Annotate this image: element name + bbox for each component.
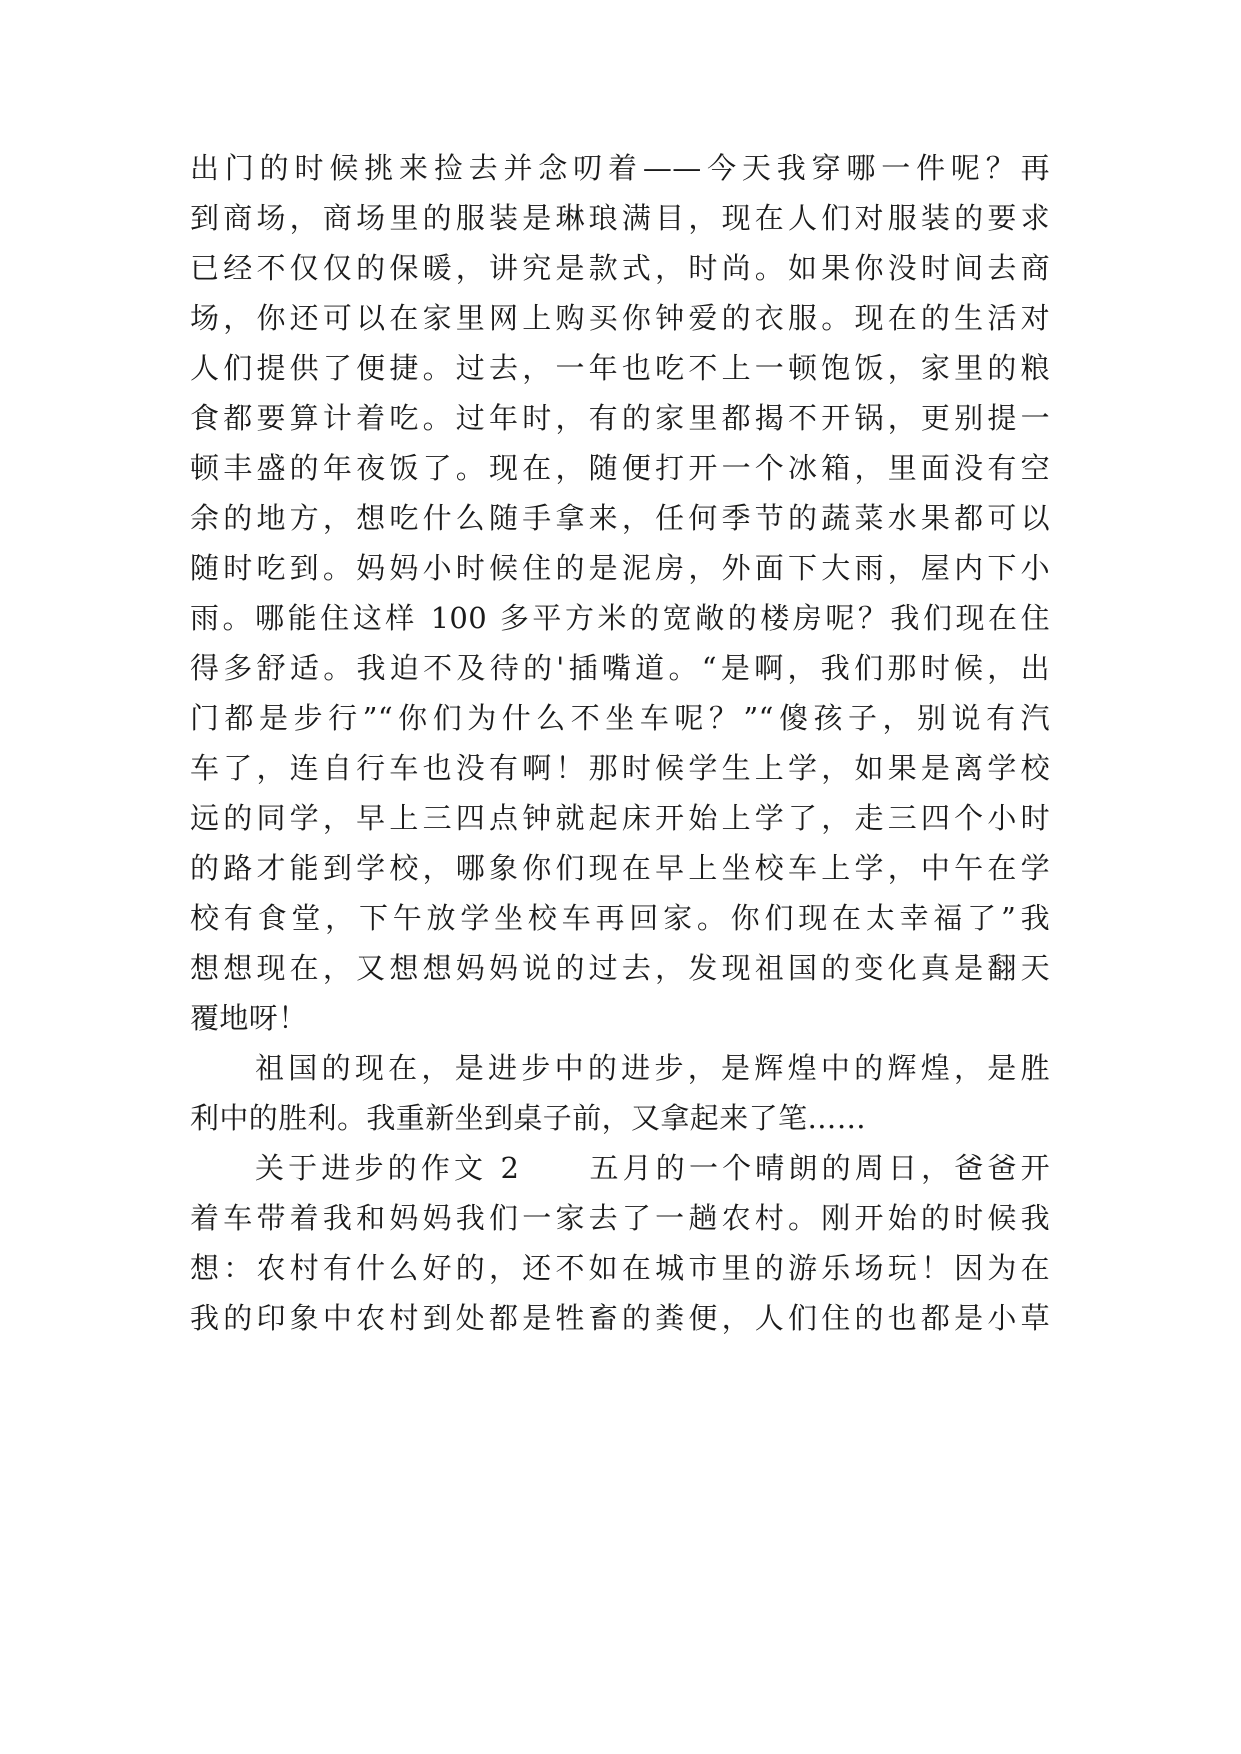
text-line: 远的同学，早上三四点钟就起床开始上学了，走三四个小时 bbox=[190, 801, 1050, 835]
text-line: 人们提供了便捷。过去，一年也吃不上一顿饱饭，家里的粮 bbox=[190, 351, 1050, 385]
text-line: 我的印象中农村到处都是牲畜的粪便，人们住的也都是小草 bbox=[190, 1301, 1050, 1335]
paragraph-start-line: 祖国的现在，是进步中的进步，是辉煌中的辉煌，是胜 bbox=[255, 1051, 1050, 1085]
text-line: 食都要算计着吃。过年时，有的家里都揭不开锅，更别提一 bbox=[190, 401, 1050, 435]
text-line: 顿丰盛的年夜饭了。现在，随便打开一个冰箱，里面没有空 bbox=[190, 451, 1050, 485]
text-line: 覆地呀！ bbox=[190, 1001, 308, 1035]
text-line: 车了，连自行车也没有啊！那时候学生上学，如果是离学校 bbox=[190, 751, 1050, 785]
text-line: 利中的胜利。我重新坐到桌子前，又拿起来了笔…… bbox=[190, 1101, 867, 1135]
text-line: 想：农村有什么好的，还不如在城市里的游乐场玩！因为在 bbox=[190, 1251, 1050, 1285]
text-line: 已经不仅仅的保暖，讲究是款式，时尚。如果你没时间去商 bbox=[190, 251, 1050, 285]
text-line: 出门的时候挑来捡去并念叨着——今天我穿哪一件呢？再 bbox=[190, 151, 1050, 185]
text-line: 校有食堂，下午放学坐校车再回家。你们现在太幸福了”我 bbox=[190, 901, 1050, 935]
text-line: 到商场，商场里的服装是琳琅满目，现在人们对服装的要求 bbox=[190, 201, 1050, 235]
text-line: 余的地方，想吃什么随手拿来，任何季节的蔬菜水果都可以 bbox=[190, 501, 1050, 535]
text-line: 得多舒适。我迫不及待的'插嘴道。“是啊，我们那时候，出 bbox=[190, 651, 1050, 685]
text-line: 场，你还可以在家里网上购买你钟爱的衣服。现在的生活对 bbox=[190, 301, 1050, 335]
essay-heading-line: 关于进步的作文 2 五月的一个晴朗的周日，爸爸开 bbox=[255, 1151, 1050, 1185]
text-line: 着车带着我和妈妈我们一家去了一趟农村。刚开始的时候我 bbox=[190, 1201, 1050, 1235]
text-line: 想想现在，又想想妈妈说的过去，发现祖国的变化真是翻天 bbox=[190, 951, 1050, 985]
text-line: 门都是步行”“你们为什么不坐车呢？”“傻孩子，别说有汽 bbox=[190, 701, 1050, 735]
text-line: 的路才能到学校，哪象你们现在早上坐校车上学，中午在学 bbox=[190, 851, 1050, 885]
text-line: 雨。哪能住这样 100 多平方米的宽敞的楼房呢？我们现在住 bbox=[190, 601, 1050, 635]
text-line: 随时吃到。妈妈小时候住的是泥房，外面下大雨，屋内下小 bbox=[190, 551, 1050, 585]
